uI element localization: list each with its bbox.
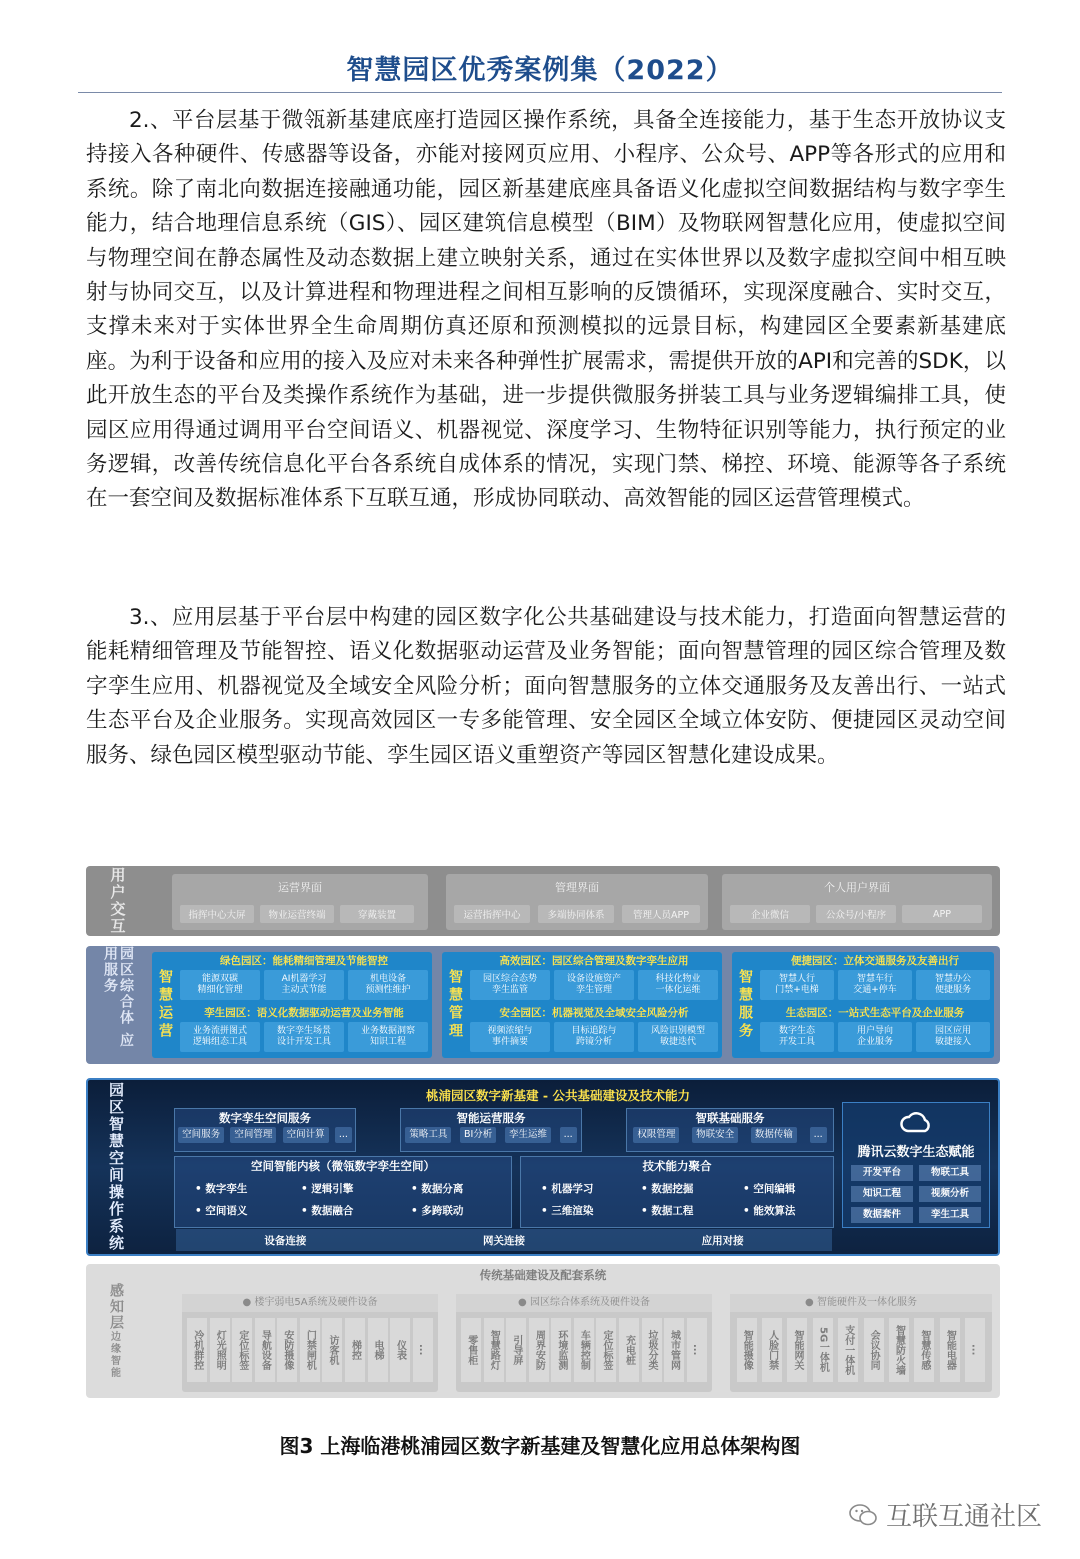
tencent-item: 物联工具 (919, 1165, 981, 1181)
ui-item: 物业运营终端 (260, 905, 334, 923)
tech-item: • 能效算法 (743, 1205, 796, 1217)
connection-item: 应用对接 (701, 1234, 744, 1247)
trad-item: 定位标签 (232, 1318, 252, 1382)
watermark (848, 1496, 1042, 1533)
os-chip: 物联安全 (692, 1127, 738, 1143)
ui-item: 指挥中心大屏 (180, 905, 254, 923)
app-item: 智慧车行 交通+停车 (838, 970, 912, 1000)
trad-item: ... (965, 1318, 985, 1382)
os-banner: 桃浦园区数字新基建 - 公共基础建设及技术能力 (426, 1088, 690, 1103)
trad-group-title: ● 智能硬件及一体化服务 (730, 1294, 992, 1312)
trad-item: 零售柜 (461, 1318, 481, 1382)
app-sub-title: 安全园区：机器视觉及全域安全风险分析 (499, 1007, 689, 1019)
trad-item: 智能摄像 (737, 1318, 757, 1382)
watermark-text: 互联互通社区 (885, 1502, 1042, 1532)
operating-system-layer (86, 1078, 1000, 1256)
layer-label (86, 1264, 146, 1398)
app-block-side-label: 智慧管理 (447, 969, 463, 1041)
app-item: 数字孪生场景 设计开发工具 (264, 1022, 344, 1052)
trad-item: 会议协同 (864, 1318, 884, 1382)
kernel-item-label: 数据融合 (311, 1205, 354, 1217)
tech-item: • 数据挖掘 (641, 1183, 694, 1195)
tech-item: • 空间编辑 (743, 1183, 796, 1195)
kernel-item-label: 逻辑引擎 (311, 1183, 354, 1195)
app-item: 风险识别模型 敏捷迭代 (638, 1022, 718, 1052)
app-sub-title: 便捷园区：立体交通服务及友善出行 (791, 955, 959, 967)
kernel-item: • 多跨联动 (411, 1205, 464, 1217)
trad-item: 访客机 (322, 1318, 342, 1382)
paragraph-application-layer: 3.、应用层基于平台层中构建的园区数字化公共基础建设与技术能力，打造面向智慧运营的能耗精细管理及节能智控、语义化数据驱动运营及业务智能；面向智慧管理的园区综合管理及数字孪生应用、机器视觉及全域安全风险分析；面向智慧服务的立体交通服务及友善出行、一站式生态平台及企业服务。实现高效园区一专多能管理、安全园区全域立体安防、便捷园区灵动空间服务、绿色园区模型驱动节能、孪生园区语义重塑资产等园区智慧化建设成果。 (86, 605, 1006, 768)
trad-item: 智慧传感 (914, 1318, 934, 1382)
os-chip: BI分析 (460, 1127, 496, 1143)
wechat-icon (848, 1503, 878, 1527)
app-item: 智慧办公 便捷服务 (916, 970, 990, 1000)
layer-label-sub: 边缘智能 (108, 1331, 120, 1379)
app-sub-title: 生态园区：一站式生态平台及企业服务 (785, 1007, 965, 1019)
app-item: 业务流拼图式 逻辑组态工具 (180, 1022, 260, 1052)
kernel-item: • 数据分离 (411, 1183, 464, 1195)
app-block-side-label: 智慧运营 (157, 969, 173, 1041)
app-item: 视频浓缩与 事件摘要 (470, 1022, 550, 1052)
paragraph-platform-layer: 2.、平台层基于微瓴新基建底座打造园区操作系统，具备全连接能力，基于生态开放协议支持接入各种硬件、传感器等设备，亦能对接网页应用、小程序、公众号、APP等各形式的应用和系统。除了南北向数据连接融通功能，园区新基建底座具备语义化虚拟空间数据结构与数字孪生能力，结合地理信息系统（GIS）、园区建筑信息模型（BIM）及物联网智慧化应用，使虚拟空间与物理空间在静态属性及动态数据上建立映射关系，通过在实体世界以及数字虚拟空间中相互映射与协同交互，以及计算进程和物理进程之间相互影响的反馈循环，实现深度融合、实时交互，支撑未来对于实体世界全生命周期仿真还原和预测模拟的远景目标，构建园区全要素新基建底座。为利于设备和应用的接入及应对未来各种弹性扩展需求，需提供开放的API和完善的SDK，以此开放生态的平台及类操作系统作为基础，进一步提供微服务拼装工具与业务逻辑编排工具，使园区应用得通过调用平台空间语义、机器视觉、深度学习、生物特征识别等能力，执行预定的业务逻辑，改善传统信息化平台各系统自成体系的情况，实现门禁、梯控、环境、能源等各子系统在一套空间及数据标准体系下互联互通，形成协同联动、高效智能的园区运营管理模式。 (86, 108, 1006, 512)
ui-group-title: 管理界面 (555, 881, 599, 894)
trad-item: 城市管网 (664, 1318, 684, 1382)
os-chip: ... (335, 1127, 352, 1143)
os-chip: ... (810, 1127, 827, 1143)
os-tech-box (520, 1156, 834, 1228)
tencent-cloud-box (842, 1102, 990, 1228)
kernel-item: • 数据融合 (301, 1205, 354, 1217)
app-item: 园区综合态势 孪生监管 (470, 970, 550, 1000)
kernel-item: • 空间语义 (195, 1205, 248, 1217)
layer-label-main: 感知层 (108, 1283, 124, 1331)
trad-title: 传统基础建设及配套系统 (479, 1268, 607, 1282)
os-chip: ... (560, 1127, 577, 1143)
trad-item: 垃圾分类 (642, 1318, 662, 1382)
trad-item: 支付一体机 (838, 1318, 858, 1382)
os-chip: 空间计算 (283, 1127, 329, 1143)
kernel-item-label: 空间语义 (205, 1205, 248, 1217)
trad-item: ... (687, 1318, 707, 1382)
kernel-item-label: 数字孪生 (205, 1183, 248, 1195)
app-sub-group (760, 1006, 990, 1056)
trad-group-title: ● 楼宇弱电5A系统及硬件设备 (182, 1294, 438, 1312)
app-sub-group (180, 1006, 428, 1056)
trad-item: 引导屏 (506, 1318, 526, 1382)
cloud-icon (899, 1109, 933, 1137)
trad-item: 定位标签 (596, 1318, 616, 1382)
tencent-item: 孪生工具 (919, 1207, 981, 1223)
tech-item: • 机器学习 (541, 1183, 594, 1195)
os-chip: 空间服务 (178, 1127, 224, 1143)
os-kernel-box (174, 1156, 512, 1228)
app-item: 机电设备 预测性维护 (348, 970, 428, 1000)
trad-item: 智慧路灯 (484, 1318, 504, 1382)
ui-item: 公众号/小程序 (816, 905, 896, 923)
tech-item: • 三维渲染 (541, 1205, 594, 1217)
app-item: AI机器学习 主动式节能 (264, 970, 344, 1000)
layer-label: 园区综合体 应用服务 (102, 946, 134, 1049)
tencent-item: 知识工程 (851, 1186, 913, 1202)
trad-item: 周界安防 (529, 1318, 549, 1382)
perception-layer (86, 1264, 1000, 1398)
trad-item: 梯控 (345, 1318, 365, 1382)
connection-item: 网关连接 (482, 1234, 525, 1247)
app-item: 能源双碳 精细化管理 (180, 970, 260, 1000)
tech-item: • 数据工程 (641, 1205, 694, 1217)
ui-item: APP (902, 905, 982, 923)
trad-item: 安防摄像 (277, 1318, 297, 1382)
os-chip: 空间管理 (230, 1127, 276, 1143)
app-item: 目标追踪与 跨镜分析 (554, 1022, 634, 1052)
connection-item: 设备连接 (264, 1234, 307, 1247)
user-interaction-layer (86, 866, 1000, 936)
trad-item: 人脸门禁 (762, 1318, 782, 1382)
trad-item: 智能网关 (787, 1318, 807, 1382)
os-kernel-title: 空间智能内核（微瓴数字孪生空间） (251, 1159, 435, 1173)
app-item: 科技化物业 一体化运维 (638, 970, 718, 1000)
trad-item: 灯光照明 (210, 1318, 230, 1382)
app-sub-group (760, 954, 990, 1004)
tencent-item: 视频分析 (919, 1186, 981, 1202)
ui-item: 运营指挥中心 (454, 905, 530, 923)
app-item: 设备设施资产 孪生管理 (554, 970, 634, 1000)
trad-item: 冷机群控 (187, 1318, 207, 1382)
os-chip: 策略工具 (405, 1127, 451, 1143)
trad-group (456, 1294, 712, 1392)
app-sub-group (180, 954, 428, 1004)
trad-item: 智慧防火墙 (889, 1318, 909, 1382)
app-block-operation (152, 952, 432, 1058)
os-chip: 权限管理 (633, 1127, 679, 1143)
os-service-title: 智联基础服务 (695, 1111, 765, 1125)
trad-group-title: ● 园区综合体系统及硬件设备 (456, 1294, 712, 1312)
tech-item-label: 数据工程 (651, 1205, 694, 1217)
ui-group (722, 874, 992, 930)
app-item: 智慧人行 门禁+电梯 (760, 970, 834, 1000)
app-item: 用户导向 企业服务 (838, 1022, 912, 1052)
ui-item: 多端协同体系 (538, 905, 614, 923)
figure-caption: 图3 上海临港桃浦园区数字新基建及智慧化应用总体架构图 (279, 1434, 801, 1458)
os-service-box (626, 1108, 834, 1152)
trad-item: ... (413, 1318, 433, 1382)
trad-item: 智能电器 (940, 1318, 960, 1382)
trad-item: 电梯 (368, 1318, 388, 1382)
trad-item: 门禁闸机 (300, 1318, 320, 1382)
ui-item: 管理人员APP (622, 905, 700, 923)
trad-item: 导航设备 (255, 1318, 275, 1382)
app-sub-title: 孪生园区：语义化数据驱动运营及业务智能 (204, 1007, 404, 1019)
ui-group (446, 874, 708, 930)
app-item: 业务数据洞察 知识工程 (348, 1022, 428, 1052)
page-header-title: 智慧园区优秀案例集（2022） (346, 55, 734, 86)
tech-item-label: 能效算法 (753, 1205, 796, 1217)
layer-label: 园区智慧空间操作系统 (107, 1082, 125, 1252)
trad-group (182, 1294, 438, 1392)
trad-item: 环境监测 (551, 1318, 571, 1382)
os-service-title: 智能运营服务 (456, 1111, 526, 1125)
ui-item: 穿戴装置 (340, 905, 414, 923)
app-block-service (732, 952, 994, 1058)
os-service-box (400, 1108, 582, 1152)
architecture-diagram (86, 866, 1000, 1398)
trad-item: 仪表 (390, 1318, 410, 1382)
kernel-item: • 逻辑引擎 (301, 1183, 354, 1195)
app-sub-title: 高效园区：园区综合管理及数字孪生应用 (499, 955, 689, 967)
application-layer (86, 946, 1000, 1064)
tencent-item: 开发平台 (851, 1165, 913, 1181)
ui-group (172, 874, 428, 930)
trad-item: 充电桩 (619, 1318, 639, 1382)
ui-item: 企业微信 (730, 905, 810, 923)
app-sub-group (470, 1006, 718, 1056)
tech-item-label: 三维渲染 (551, 1205, 594, 1217)
os-chip: 数据传输 (751, 1127, 797, 1143)
tech-item-label: 空间编辑 (753, 1183, 796, 1195)
layer-label: 用户交互 (108, 867, 127, 935)
os-service-box (174, 1108, 356, 1152)
os-tech-title: 技术能力聚合 (642, 1159, 712, 1173)
kernel-item: • 数字孪生 (195, 1183, 248, 1195)
os-chip: 孪生运维 (505, 1127, 551, 1143)
app-item: 数字生态 开发工具 (760, 1022, 834, 1052)
app-sub-group (470, 954, 718, 1004)
tech-item-label: 数据挖掘 (651, 1183, 694, 1195)
app-sub-title: 绿色园区：能耗精细管理及节能智控 (220, 955, 388, 967)
trad-item: 5G一体机 (813, 1318, 833, 1382)
app-block-side-label: 智慧服务 (737, 969, 753, 1041)
header-rule (78, 92, 1002, 93)
ui-group-title: 运营界面 (278, 881, 322, 894)
kernel-item-label: 数据分离 (421, 1183, 464, 1195)
trad-item: 车辆控制 (574, 1318, 594, 1382)
trad-group (730, 1294, 992, 1392)
tencent-title: 腾讯云数字生态赋能 (857, 1145, 975, 1160)
app-block-management (442, 952, 722, 1058)
os-service-title: 数字孪生空间服务 (219, 1111, 311, 1125)
kernel-item-label: 多跨联动 (421, 1205, 464, 1217)
os-connection-bar (176, 1229, 832, 1251)
ui-group-title: 个人用户界面 (824, 881, 890, 894)
tech-item-label: 机器学习 (551, 1183, 594, 1195)
app-item: 园区应用 敏捷接入 (916, 1022, 990, 1052)
tencent-item: 数据套件 (851, 1207, 913, 1223)
